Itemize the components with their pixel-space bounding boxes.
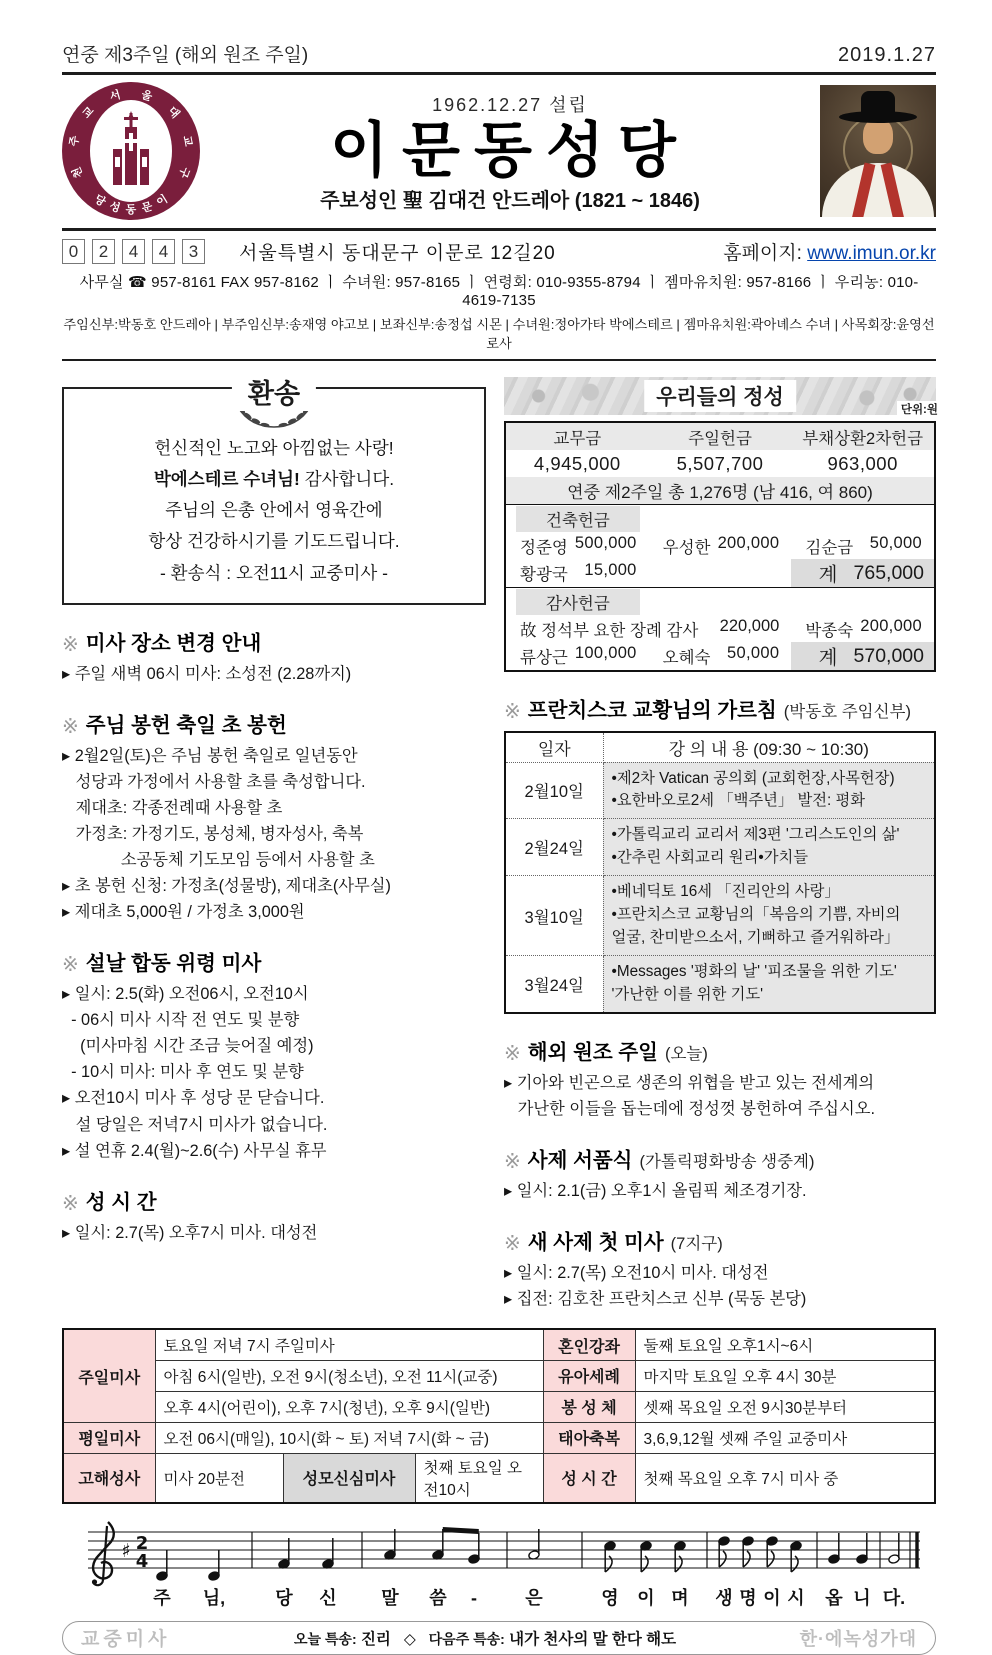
donor-amount: 200,000	[860, 616, 922, 635]
offering-amount: 4,945,000	[533, 452, 621, 474]
donor-amount: 100,000	[574, 644, 637, 662]
offerings-col: 주일헌금	[688, 429, 752, 448]
farewell-name: 박에스테르 수녀님!	[153, 469, 300, 490]
donor-cell	[649, 534, 792, 558]
lecture-item: 얼굴, 찬미받으소서, 기뻐하고 즐거워하라」	[611, 929, 900, 947]
farewell-line-rest: 감사합니다.	[299, 469, 395, 490]
lyric-syllable: 신	[319, 1587, 337, 1608]
lecture-date: 3월24일	[505, 956, 603, 1013]
section-line: 제대초: 각종전례때 사용할 초	[62, 798, 283, 817]
section-line: ▸ 집전: 김호찬 프란치스코 신부 (묵동 본당)	[504, 1290, 807, 1309]
donor-amount: 50,000	[727, 644, 780, 662]
infant-baptism-label: 유아세례	[543, 1360, 635, 1391]
lyric-syllable: -	[471, 1587, 477, 1608]
established-date: 1962.12.27 설립	[432, 94, 588, 115]
lecture-col-date: 일자	[505, 732, 603, 762]
logo-ring-char: 성	[107, 200, 122, 215]
next-hymn-label: 다음주 특송:	[428, 1630, 505, 1647]
lecture-item: •가톨릭교리 교리서 제3편 '그리스도인의 삶'	[611, 826, 900, 844]
section-holy-hour	[62, 1185, 486, 1246]
contact-numbers: 사무실 ☎ 957-8161 FAX 957-8162 ㅣ 수녀원: 957-8165 ㅣ 연령회: 010-9355-8794 ㅣ 젬마유치원: 957-8166 ㅣ 우리농: 010-4619-7135	[79, 274, 919, 309]
total-label: 계	[818, 564, 838, 586]
infant-baptism-text: 마지막 토요일 오후 4시 30분	[635, 1360, 935, 1391]
communion-visit-label: 봉 성 체	[543, 1391, 635, 1422]
address-row	[62, 238, 936, 265]
section-line: 성당과 가정에서 사용할 초를 축성합니다.	[62, 772, 366, 791]
lecture-date: 2월24일	[505, 819, 603, 876]
offerings-table	[504, 421, 936, 672]
street-address: 서울특별시 동대문구 이문로 12길20	[239, 243, 556, 264]
postal-digit: 4	[122, 239, 145, 264]
lecture-date: 3월10일	[505, 876, 603, 956]
marriage-course-label: 혼인강좌	[543, 1329, 635, 1360]
logo-church-icon	[90, 100, 172, 202]
clergy-staff-line: 주임신부:박동호 안드레아 | 부주임신부:송재영 야고보 | 보좌신부:송정섭 시몬 | 수녀원:정아가타 박에스테르 | 젬마유치원:곽아녜스 수녀 | 사목회장:윤영선 로사	[62, 314, 936, 361]
lyric-syllable: 명	[739, 1587, 757, 1608]
masthead-center	[200, 89, 820, 213]
lecture-item: •간추린 사회교리 원리•가치들	[611, 849, 809, 867]
postal-digit: 0	[62, 239, 85, 264]
offerings-amount-row	[506, 450, 934, 477]
patron-saint-line: 주보성인 聖 김대건 안드레아 (1821 ~ 1846)	[320, 190, 700, 213]
section-suffix: (가톨릭평화방송 생중계)	[639, 1153, 815, 1172]
section-title: 미사 장소 변경 안내	[85, 631, 262, 655]
lecture-item: '가난한 이를 위한 기도'	[611, 986, 764, 1003]
lecture-table	[504, 731, 936, 1014]
lyric-syllable: 당	[275, 1587, 293, 1608]
donor-amount: 15,000	[584, 561, 637, 579]
section-line: (미사마침 시간 조금 늦어질 예정)	[62, 1037, 314, 1056]
donor-cell	[506, 617, 791, 641]
section-suffix: (박동호 주임신부)	[783, 703, 911, 721]
homepage	[723, 238, 936, 265]
special-hymn-info	[170, 1627, 799, 1649]
lyric-syllable: 님,	[202, 1587, 226, 1608]
lyric-syllable: 이	[637, 1587, 655, 1608]
sunday-mass-row2: 아침 6시(일반), 오전 9시(청소년), 오전 11시(교중)	[155, 1360, 543, 1391]
diamond-separator-icon: ◇	[403, 1630, 416, 1648]
thanks-total-cell	[791, 642, 934, 670]
farewell-box	[62, 379, 486, 605]
today-hymn-label: 오늘 특송:	[293, 1630, 357, 1647]
masthead	[62, 75, 936, 231]
section-line: ▸ 일시: 2.7(목) 오전10시 미사. 대성전	[504, 1264, 769, 1283]
section-line: ▸ 일시: 2.1(금) 오후1시 올림픽 체조경기장.	[504, 1182, 807, 1201]
lyric-syllable: 니	[853, 1587, 871, 1608]
donor-cell	[506, 644, 649, 668]
donor-name: 황광국	[520, 566, 568, 584]
svg-text:2: 2	[135, 1532, 149, 1554]
building-fund-label-row	[506, 505, 934, 532]
holy-hour-text: 첫째 목요일 오후 7시 미사 중	[635, 1453, 935, 1503]
lyric-syllable: 시	[787, 1587, 805, 1608]
donor-amount: 500,000	[574, 533, 637, 552]
hat-brim	[839, 111, 917, 123]
today-hymn-title: 진리	[360, 1630, 391, 1648]
lyric-syllable: 옵	[825, 1587, 843, 1608]
donor-amount: 50,000	[869, 533, 922, 552]
section-title: 해외 원조 주일	[527, 1040, 658, 1064]
farewell-line	[72, 464, 476, 495]
section-marker-icon: ※	[504, 1042, 521, 1065]
section-line: - 10시 미사: 미사 후 연도 및 분향	[62, 1063, 304, 1082]
lecture-content	[603, 956, 935, 1013]
section-title: 프란치스코 교황님의 가르침	[527, 699, 777, 722]
donor-cell	[506, 534, 649, 558]
church-name: 이문동성당	[330, 116, 690, 184]
section-line: ▸ 2월2일(토)은 주님 봉헌 축일로 일년동안	[62, 746, 358, 765]
donor-cell	[649, 644, 792, 668]
fetus-blessing-text: 3,6,9,12월 셋째 주일 교중미사	[635, 1422, 935, 1453]
farewell-line: 주님의 은총 안에서 영육간에	[165, 500, 383, 521]
donor-name: 류상근	[520, 649, 568, 667]
building-total-row	[506, 559, 934, 587]
section-line: ▸ 일시: 2.5(화) 오전06시, 오전10시	[62, 985, 309, 1004]
postal-digit: 3	[182, 239, 205, 264]
section-title: 성 시 간	[85, 1190, 157, 1214]
diocese-logo	[62, 82, 200, 220]
liturgical-week-title: 연중 제3주일 (해외 원조 주일)	[62, 45, 309, 66]
section-line: ▸ 주일 새벽 06시 미사: 소성전 (2.28까지)	[62, 664, 352, 683]
section-line: ▸ 오전10시 미사 후 성당 문 닫습니다.	[62, 1089, 325, 1108]
offering-amount: 5,507,700	[676, 452, 764, 474]
section-marker-icon: ※	[62, 1192, 79, 1215]
section-line: 가난한 이들을 돕는데에 정성껏 봉헌하여 주십시오.	[504, 1100, 876, 1118]
hymn-section	[62, 1516, 936, 1655]
fetus-blessing-label: 태아축복	[543, 1422, 635, 1453]
farewell-text	[72, 433, 476, 589]
lecture-date: 2월10일	[505, 762, 603, 819]
logo-ring-char: 대	[165, 104, 182, 121]
section-mass-location	[62, 626, 486, 687]
lecture-item: •베네딕토 16세 「진리안의 사랑」	[611, 883, 840, 901]
marian-mass-text: 첫째 토요일 오전10시	[415, 1453, 543, 1503]
section-line: ▸ 설 연휴 2.4(월)~2.6(수) 사무실 휴무	[62, 1141, 327, 1160]
farewell-line: 헌신적인 노고와 아낌없는 사랑!	[154, 438, 394, 458]
section-line: ▸ 기아와 빈곤으로 생존의 위협을 받고 있는 전세계의	[504, 1073, 875, 1092]
lyric-syllable: 생	[715, 1587, 733, 1608]
section-marker-icon: ※	[62, 633, 79, 656]
donor-name: 우성한	[662, 538, 711, 557]
thanks-label: 감사헌금	[516, 589, 640, 615]
donor-name: 오혜숙	[662, 649, 711, 667]
robe-shape	[822, 163, 934, 217]
section-line: 설 당일은 저녁7시 미사가 없습니다.	[62, 1115, 328, 1134]
logo-ring-char: 문	[140, 200, 155, 215]
lecture-content	[603, 762, 935, 819]
farewell-title: 환송	[232, 372, 316, 411]
sunday-mass-label: 주일미사	[63, 1329, 155, 1422]
thanks-donor-row-1	[506, 615, 934, 642]
lyric-syllable: 영	[601, 1587, 619, 1608]
logo-ring-char: 동	[125, 204, 137, 216]
logo-ring-char: 교	[80, 104, 97, 121]
postal-code-boxes	[62, 239, 205, 264]
next-hymn-title: 내가 천사의 말 한다 해도	[509, 1630, 677, 1648]
section-line: ▸ 제대초 5,000원 / 가정초 3,000원	[62, 903, 305, 922]
section-pope-teaching	[504, 693, 936, 1014]
lecture-content	[603, 819, 935, 876]
total-amount: 765,000	[853, 561, 924, 584]
postal-digit: 4	[152, 239, 175, 264]
offerings-header-row	[506, 423, 934, 450]
section-suffix: (7지구)	[670, 1235, 723, 1254]
marian-mass-label: 성모신심미사	[283, 1453, 415, 1503]
lyric-syllable: 주	[153, 1587, 171, 1608]
section-title: 사제 서품식	[527, 1149, 633, 1173]
section-line: ▸ 초 봉헌 신청: 가정초(성물방), 제대초(사무실)	[62, 877, 391, 896]
section-first-mass	[504, 1225, 936, 1312]
svg-text:4: 4	[135, 1550, 149, 1572]
donor-cell	[791, 617, 934, 641]
offerings-title: 우리들의 정성	[644, 380, 796, 412]
homepage-label: 홈페이지:	[723, 243, 802, 264]
donor-name: 김순금	[805, 538, 854, 557]
section-candle-offering	[62, 708, 486, 925]
postal-digit: 2	[92, 239, 115, 264]
section-overseas-aid	[504, 1035, 936, 1122]
logo-ring-char: 교	[180, 134, 194, 148]
lecture-item: •Messages '평화의 날' '피조물을 위한 기도'	[611, 963, 897, 981]
lyric-syllable: 며	[671, 1587, 689, 1608]
homepage-link[interactable]: www.imun.or.kr	[807, 243, 936, 264]
thanks-label-row	[506, 588, 934, 615]
section-line: ▸ 일시: 2.7(목) 오후7시 미사. 대성전	[62, 1223, 318, 1242]
total-amount: 570,000	[853, 644, 924, 667]
lyric-syllable: 이	[763, 1587, 781, 1608]
logo-ring-char: 이	[154, 193, 170, 209]
donor-name: 故 정석부 요한 장례 감사	[520, 621, 699, 640]
donor-amount: 200,000	[717, 533, 780, 552]
saint-portrait	[820, 85, 936, 217]
donor-amount: 220,000	[719, 616, 780, 635]
lecture-col-content: 강 의 내 용 (09:30 ~ 10:30)	[603, 732, 935, 762]
left-column	[62, 375, 486, 1312]
section-suffix: (오늘)	[664, 1044, 708, 1063]
building-fund-label: 건축헌금	[516, 506, 640, 532]
logo-ring-char: 서	[108, 88, 123, 104]
choir-name: 한·에녹성가대	[799, 1628, 917, 1649]
lecture-content	[603, 876, 935, 956]
marriage-course-text: 둘째 토요일 오후1시~6시	[635, 1329, 935, 1360]
offerings-band	[504, 377, 936, 415]
building-total-cell	[791, 559, 934, 587]
lyric-syllable: 말	[381, 1587, 399, 1608]
mass-type-label: 교중미사	[81, 1629, 171, 1651]
section-lunar-memorial-mass	[62, 946, 486, 1163]
section-line: - 06시 미사 시작 전 연도 및 분향	[62, 1011, 300, 1030]
section-marker-icon: ※	[504, 1151, 521, 1174]
section-ordination	[504, 1143, 936, 1204]
section-title: 설날 합동 위령 미사	[85, 952, 262, 976]
lyric-syllable: 씀	[429, 1587, 447, 1608]
offerings-col: 부채상환2차헌금	[802, 429, 924, 448]
sunday-mass-row1: 토요일 저녁 7시 주일미사	[155, 1329, 543, 1360]
section-marker-icon: ※	[62, 954, 79, 977]
svg-text:♯: ♯	[121, 1539, 131, 1562]
logo-ring-char: 주	[68, 134, 82, 148]
logo-ring-char: 당	[92, 193, 108, 209]
bulletin-date: 2019.1.27	[838, 44, 936, 66]
right-column	[504, 375, 936, 1312]
offerings-col: 교무금	[553, 429, 602, 448]
section-line: 가정초: 가정기도, 봉성체, 병자성사, 축복	[62, 824, 364, 843]
donor-name: 정준영	[520, 538, 568, 557]
offering-amount: 963,000	[827, 452, 898, 474]
attendance-row: 연중 제2주일 총 1,276명 (남 416, 여 860)	[506, 477, 934, 504]
total-label: 계	[818, 647, 838, 669]
offerings-unit: 단위:원	[897, 401, 938, 417]
logo-ring-char: 울	[139, 88, 154, 104]
section-title: 새 사제 첫 미사	[527, 1231, 664, 1255]
section-line: 소공동체 기도모임 등에서 사용할 초	[62, 851, 375, 870]
section-title: 주님 봉헌 축일 초 봉헌	[85, 713, 287, 737]
thanks-total-row	[506, 642, 934, 670]
holy-hour-label: 성 시 간	[543, 1453, 635, 1503]
music-staff	[62, 1516, 934, 1612]
lecture-item: •프란치스코 교황님의「복음의 기쁨, 자비의	[611, 906, 901, 924]
donor-name: 박종숙	[805, 621, 854, 640]
lecture-item: •제2차 Vatican 공의회 (교회헌장,사목헌장)	[611, 769, 895, 787]
farewell-line: - 환송식 : 오전11시 교중미사 -	[159, 562, 389, 583]
lecture-item: •요한바오로2세 「백주년」 발전: 평화	[611, 792, 866, 810]
building-donor-row	[506, 532, 934, 559]
face-shape	[863, 118, 893, 154]
section-marker-icon: ※	[62, 715, 79, 738]
confession-text: 미사 20분전	[155, 1453, 283, 1503]
lyric-syllable: 은	[525, 1587, 543, 1608]
top-header	[62, 40, 936, 75]
logo-ring-char: 천	[70, 165, 86, 180]
weekday-mass-text: 오전 06시(매일), 10시(화 ~ 토) 저녁 7시(화 ~ 금)	[155, 1422, 543, 1453]
donor-cell	[506, 561, 649, 585]
hymn-footer	[62, 1621, 936, 1655]
section-marker-icon: ※	[504, 1233, 521, 1256]
donor-cell	[791, 534, 934, 558]
farewell-line: 항상 건강하시기를 기도드립니다.	[148, 531, 400, 552]
communion-visit-text: 셋째 목요일 오전 9시30분부터	[635, 1391, 935, 1422]
mass-schedule-table	[62, 1328, 936, 1504]
section-marker-icon: ※	[504, 701, 521, 723]
sunday-mass-row3: 오후 4시(어린이), 오후 7시(청년), 오후 9시(일반)	[155, 1391, 543, 1422]
weekday-mass-label: 평일미사	[63, 1422, 155, 1453]
confession-label: 고해성사	[63, 1453, 155, 1503]
logo-ring-char: 구	[176, 165, 192, 180]
lyric-syllable: 다.	[882, 1587, 906, 1608]
